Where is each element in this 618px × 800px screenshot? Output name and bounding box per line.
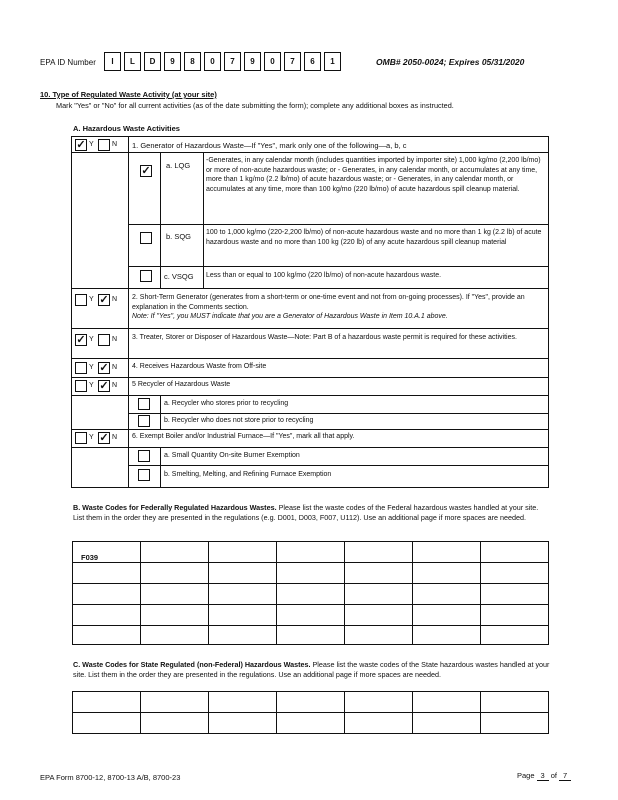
waste-code-cell[interactable] (209, 584, 277, 605)
lqg-checkbox[interactable]: ✓ (141, 165, 151, 177)
waste-code-cell[interactable] (277, 563, 345, 584)
waste-code-cell[interactable] (345, 626, 413, 645)
waste-code-cell[interactable] (141, 542, 209, 563)
waste-code-cell[interactable] (481, 563, 549, 584)
waste-code-cell[interactable] (277, 542, 345, 563)
section-b-instructions: Please list the waste codes of the Federal hazardous wastes handled at your site. List them in the order they are presented in the regulations (e.g. D001, D003, F007, U112). Use an additional page if more spaces are needed. (73, 503, 539, 522)
generator-label: 1. Generator of Hazardous Waste—If "Yes", mark only one of the following—a, b, c (132, 141, 407, 150)
epa-id-char-box: I (104, 52, 121, 71)
vsqg-code: c. VSQG (164, 272, 194, 281)
receives-label: 4. Receives Hazardous Waste from Off-site (132, 363, 267, 370)
section-c-text (73, 660, 551, 679)
recycler-no-store-label: b. Recycler who does not store prior to recycling (164, 417, 314, 424)
short-term-note: Note: If "Yes", you MUST indicate that you are a Generator of Hazardous Waste in Item 10.A.1 above. (132, 313, 448, 320)
waste-code-cell[interactable] (413, 584, 481, 605)
waste-code-cell[interactable] (141, 563, 209, 584)
subsection-a-title: A. Hazardous Waste Activities (73, 124, 180, 133)
waste-code-cell[interactable] (73, 584, 141, 605)
waste-code-cell[interactable] (141, 713, 209, 734)
yes-label: Y (89, 141, 94, 148)
receives-no-checkbox[interactable]: ✓ (99, 362, 109, 374)
waste-code-cell[interactable] (277, 713, 345, 734)
waste-code-cell[interactable] (209, 692, 277, 713)
waste-code-cell[interactable] (73, 563, 141, 584)
tsd-yes-checkbox[interactable]: ✓ (76, 334, 86, 346)
waste-code-cell[interactable] (345, 563, 413, 584)
section-b-title: B. Waste Codes for Federally Regulated Hazardous Wastes. (73, 503, 277, 512)
vsqg-checkbox[interactable] (140, 270, 152, 282)
recycler-stores-label: a. Recycler who stores prior to recycling (164, 400, 289, 407)
epa-id-char-box: 9 (164, 52, 181, 71)
waste-code-cell[interactable] (141, 605, 209, 626)
waste-code-cell[interactable] (481, 584, 549, 605)
waste-code-cell[interactable] (481, 542, 549, 563)
lqg-code: a. LQG (166, 161, 191, 170)
waste-code-cell[interactable] (345, 605, 413, 626)
no-label: N (112, 382, 118, 389)
boiler-label: 6. Exempt Boiler and/or Industrial Furnace—If "Yes", mark all that apply. (132, 433, 355, 440)
form-number: EPA Form 8700-12, 8700-13 A/B, 8700-23 (40, 773, 181, 782)
section-b-text (73, 503, 551, 522)
waste-code-cell[interactable] (413, 713, 481, 734)
smelting-checkbox[interactable] (138, 469, 150, 481)
waste-code-cell[interactable] (481, 692, 549, 713)
epa-id-label: EPA ID Number (40, 58, 96, 67)
no-label: N (112, 434, 118, 441)
no-label: N (112, 336, 118, 343)
waste-code-cell[interactable] (345, 692, 413, 713)
epa-id-char-box: 1 (324, 52, 341, 71)
waste-code-cell[interactable] (141, 584, 209, 605)
waste-code-cell[interactable] (73, 605, 141, 626)
waste-code-cell[interactable] (481, 713, 549, 734)
section-10-instructions: Mark "Yes" or "No" for all current activities (as of the date submitting the form); complete any additional boxes as instructed. (56, 101, 454, 110)
epa-id-char-box: 7 (284, 52, 301, 71)
short-term-no-checkbox[interactable]: ✓ (99, 294, 109, 306)
epa-id-char-box: D (144, 52, 161, 71)
waste-code-cell[interactable] (277, 605, 345, 626)
epa-id-char-box: 7 (224, 52, 241, 71)
waste-code-cell[interactable] (277, 692, 345, 713)
page-number: 3 (537, 771, 549, 781)
section-c-instructions: Please list the waste codes of the State hazardous wastes handled at your site. List them in the order they are presented in the regulations. Use an additional page if more spaces are needed. (73, 660, 550, 679)
waste-code-cell[interactable] (277, 626, 345, 645)
tsd-label: 3. Treater, Storer or Disposer of Hazardous Waste—Note: Part B of a hazardous waste permit is required for these activities. (132, 334, 517, 341)
receives-yes-checkbox[interactable] (75, 362, 87, 374)
sqg-code: b. SQG (166, 232, 192, 241)
waste-code-cell[interactable] (345, 542, 413, 563)
small-burner-checkbox[interactable] (138, 450, 150, 462)
boiler-yes-checkbox[interactable] (75, 432, 87, 444)
waste-code-cell[interactable] (481, 605, 549, 626)
waste-code-cell[interactable] (413, 563, 481, 584)
epa-id-char-box: L (124, 52, 141, 71)
omb-number: OMB# 2050-0024; Expires 05/31/2020 (376, 57, 525, 67)
section-c-title: C. Waste Codes for State Regulated (non-Federal) Hazardous Wastes. (73, 660, 311, 669)
waste-code-cell[interactable] (141, 626, 209, 645)
epa-id-char-box: 0 (204, 52, 221, 71)
sqg-description: 100 to 1,000 kg/mo (220-2,200 lb/mo) of non-acute hazardous waste and no more than 1 kg (2.2 lb) of acute hazardous waste and no more than 100 kg (220 lb) of any acute hazardous spill cleanup material (206, 229, 542, 246)
lqg-description: -Generates, in any calendar month (includes quantities imported by importer site) 1,000 kg/mo (2,200 lb/mo) or more of non-acute hazardous waste; or - Generates, in any calendar month, or accumulates at any time, more than 1 kg/mo (2.2 lb/mo) of acute hazardous waste; or - Generates, in any calendar month, or accumulates at any time, more than 100 kg/mo (220 lb/mo) of acute hazardous spill cleanup material. (206, 157, 541, 193)
waste-code-cell[interactable] (413, 626, 481, 645)
page-indicator (517, 771, 571, 781)
yes-label: Y (89, 336, 94, 343)
section-10-title: 10. Type of Regulated Waste Activity (at your site) (40, 90, 217, 99)
state-waste-codes-table (72, 691, 549, 734)
no-label: N (112, 364, 118, 371)
tsd-no-checkbox[interactable] (98, 334, 110, 346)
waste-code-cell[interactable] (209, 542, 277, 563)
epa-id-char-box: 9 (244, 52, 261, 71)
waste-code-cell[interactable]: F039 (73, 542, 141, 563)
waste-code-cell[interactable] (209, 563, 277, 584)
no-label: N (112, 296, 118, 303)
short-term-label: 2. Short-Term Generator (generates from a short-term or one-time event and not from on-going processes). If "Yes", provide an explanation in the Comments section. (132, 294, 525, 311)
waste-code-cell[interactable] (413, 605, 481, 626)
no-label: N (112, 141, 118, 148)
gen-yes-checkbox[interactable]: ✓ (76, 139, 86, 151)
recycler-label: 5 Recycler of Hazardous Waste (132, 381, 231, 388)
waste-code-cell[interactable] (413, 692, 481, 713)
yes-label: Y (89, 382, 94, 389)
waste-code-cell[interactable] (413, 542, 481, 563)
waste-code-cell[interactable] (209, 713, 277, 734)
yes-label: Y (89, 296, 94, 303)
recycler-stores-checkbox[interactable] (138, 398, 150, 410)
small-burner-label: a. Small Quantity On-site Burner Exemption (164, 452, 300, 459)
waste-code-cell[interactable] (345, 713, 413, 734)
waste-code-cell[interactable] (73, 626, 141, 645)
epa-id-char-box: 0 (264, 52, 281, 71)
recycler-no-store-checkbox[interactable] (138, 415, 150, 427)
waste-code-cell[interactable] (277, 584, 345, 605)
federal-waste-codes-table (72, 541, 549, 645)
waste-code-cell[interactable] (209, 605, 277, 626)
yes-label: Y (89, 434, 94, 441)
waste-code-cell[interactable] (209, 626, 277, 645)
page-label: Page (517, 771, 535, 780)
waste-code-cell[interactable] (141, 692, 209, 713)
page-total: 7 (559, 771, 571, 781)
sqg-checkbox[interactable] (140, 232, 152, 244)
of-label: of (550, 771, 557, 780)
recycler-yes-checkbox[interactable] (75, 380, 87, 392)
waste-code-cell[interactable] (481, 626, 549, 645)
smelting-label: b. Smelting, Melting, and Refining Furnace Exemption (164, 471, 332, 478)
waste-code-cell[interactable] (73, 692, 141, 713)
epa-id-char-box: 8 (184, 52, 201, 71)
waste-code-cell[interactable] (73, 713, 141, 734)
short-term-yes-checkbox[interactable] (75, 294, 87, 306)
waste-code-cell[interactable] (345, 584, 413, 605)
epa-id-char-box: 6 (304, 52, 321, 71)
vsqg-description: Less than or equal to 100 kg/mo (220 lb/mo) of non-acute hazardous waste. (206, 272, 442, 279)
yes-label: Y (89, 364, 94, 371)
gen-no-checkbox[interactable] (98, 139, 110, 151)
recycler-no-checkbox[interactable]: ✓ (99, 380, 109, 392)
boiler-no-checkbox[interactable]: ✓ (99, 432, 109, 444)
